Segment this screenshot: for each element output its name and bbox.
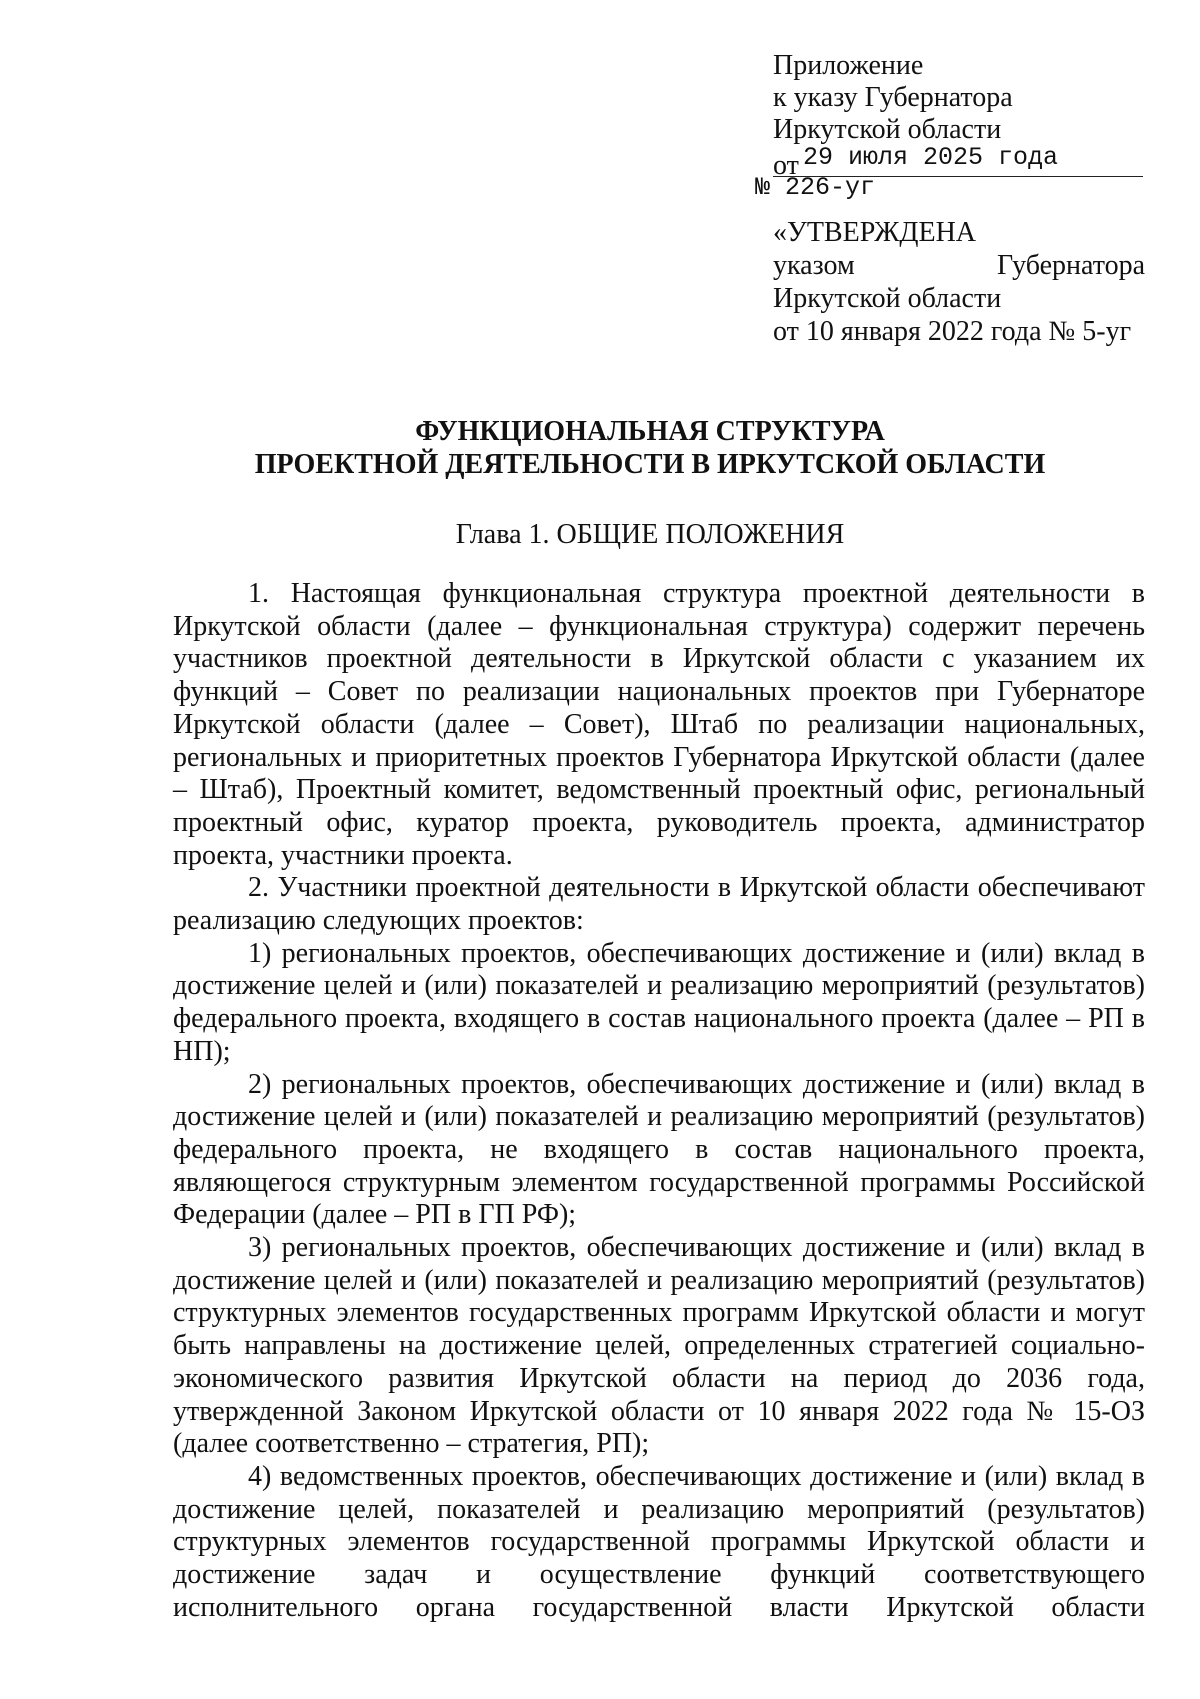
appendix-decree-ref: к указу Губернатора — [773, 82, 1013, 113]
list-item-3: 3) региональных проектов, обеспечивающих достижение и (или) вклад в достижение целей и (или) показателей и реализацию мероприятий (результатов) структурных элементов государственных программ Иркутской области и могут быть направлены на достижение целей, определенных стратегией социально-экономического развития Иркутской области на период до 2036 года, утвержденной Законом Иркутской области от 10 января 2022 года № 15-ОЗ (далее соответственно – стратегия, РП); — [173, 1232, 1145, 1460]
approved-by-governor: Губернатора — [996, 250, 1145, 281]
appendix-region: Иркутской области — [773, 114, 1002, 145]
chapter-heading: Глава 1. ОБЩИЕ ПОЛОЖЕНИЯ — [455, 519, 845, 550]
approved-region: Иркутской области — [773, 283, 1002, 314]
appendix-date-value: 29 июля 2025 года — [803, 143, 1059, 172]
appendix-number-value: № 226-уг — [755, 173, 876, 202]
document-body — [173, 578, 1145, 1625]
paragraph-2: 2. Участники проектной деятельности в Иркутской области обеспечивают реализацию следующих проектов: — [173, 872, 1145, 937]
document-title-line-1: ФУНКЦИОНАЛЬНАЯ СТРУКТУРА — [415, 416, 885, 447]
list-item-1: 1) региональных проектов, обеспечивающих достижение и (или) вклад в достижение целей и (или) показателей и реализацию мероприятий (результатов) федерального проекта, входящего в состав национального проекта (далее – РП в НП); — [173, 937, 1145, 1067]
approval-stamp-block — [773, 216, 1145, 348]
approved-label: «УТВЕРЖДЕНА — [773, 217, 977, 248]
document-title — [160, 415, 1140, 481]
approved-by-line — [773, 249, 1145, 282]
list-item-4: 4) ведомственных проектов, обеспечивающих достижение и (или) вклад в достижение целей, показателей и реализацию мероприятий (результатов) структурных элементов государственной программы Иркутской области и достижение задач и осуществление функций соответствующего исполнительного органа государственной власти Иркутской области — [173, 1460, 1145, 1623]
appendix-number-line — [755, 173, 1153, 208]
list-item-2: 2) региональных проектов, обеспечивающих достижение и (или) вклад в достижение целей и (или) показателей и реализацию мероприятий (результатов) федерального проекта, не входящего в состав национального проекта, являющегося структурным элементом государственной программы Российской Федерации (далее – РП в ГП РФ); — [173, 1068, 1145, 1231]
paragraph-1: 1. Настоящая функциональная структура проектной деятельности в Иркутской области (далее – функциональная структура) содержит перечень участников проектной деятельности в Иркутской области с указанием их функций – Совет по реализации национальных проектов при Губернаторе Иркутской области (далее – Совет), Штаб по реализации национальных, региональных и приоритетных проектов Губернатора Иркутской области (далее – Штаб), Проектный комитет, ведомственный проектный офис, региональный проектный офис, куратор проекта, руководитель проекта, администратор проекта, участники проекта. — [173, 578, 1145, 871]
appendix-label: Приложение — [773, 50, 924, 81]
approved-date-number: от 10 января 2022 года № 5-уг — [773, 316, 1132, 347]
appendix-date-prefix: от — [773, 150, 799, 181]
document-title-line-2: ПРОЕКТНОЙ ДЕЯТЕЛЬНОСТИ В ИРКУТСКОЙ ОБЛАСТИ — [254, 449, 1046, 480]
approved-by-word: указом — [773, 250, 855, 281]
appendix-header — [755, 50, 1153, 208]
